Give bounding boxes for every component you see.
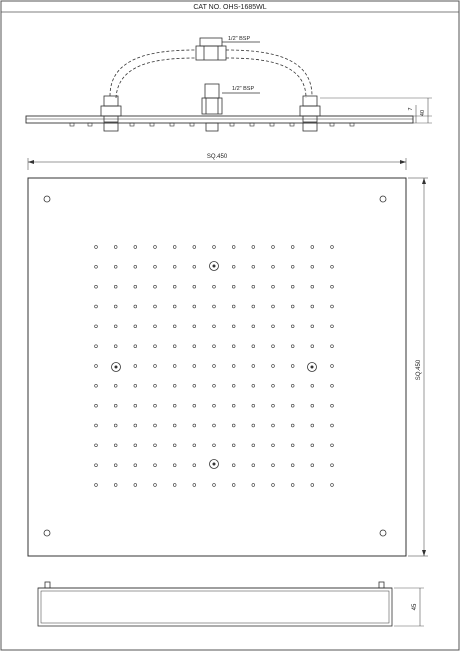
nozzle: [134, 444, 137, 447]
nozzle: [272, 384, 275, 387]
nozzle: [291, 444, 294, 447]
nozzle: [232, 464, 235, 467]
nozzle: [95, 384, 98, 387]
nozzle: [134, 246, 137, 249]
nozzle: [154, 464, 157, 467]
nozzle: [173, 404, 176, 407]
center-bracket: [206, 123, 218, 131]
nozzle: [213, 365, 216, 368]
nozzle: [252, 305, 255, 308]
nozzle: [311, 384, 314, 387]
nozzle: [272, 265, 275, 268]
side-view: [26, 36, 432, 131]
nozzle: [114, 305, 117, 308]
nozzle: [193, 404, 196, 407]
nozzle: [193, 345, 196, 348]
nozzle: [213, 484, 216, 487]
top-inlet-label: 1/2" BSP: [228, 36, 251, 42]
catalog-number: CAT NO. OHS-1685WL: [193, 4, 267, 11]
led-point-top: [210, 262, 219, 271]
nozzle: [114, 285, 117, 288]
nozzle: [154, 424, 157, 427]
nozzle: [252, 404, 255, 407]
nozzle: [252, 325, 255, 328]
nozzle: [173, 305, 176, 308]
height-dimension-label: SQ.450: [416, 359, 422, 381]
nozzle: [213, 424, 216, 427]
nozzle: [232, 246, 235, 249]
nozzle: [154, 325, 157, 328]
nozzle: [311, 345, 314, 348]
nozzle: [154, 246, 157, 249]
center-inlet-label: 1/2" BSP: [232, 86, 255, 92]
nozzle: [173, 464, 176, 467]
nozzle: [213, 246, 216, 249]
nozzle: [114, 404, 117, 407]
nozzle: [252, 345, 255, 348]
nozzle: [193, 265, 196, 268]
nozzle: [291, 265, 294, 268]
nozzle: [154, 444, 157, 447]
nozzle: [252, 484, 255, 487]
nozzle: [193, 384, 196, 387]
nozzle: [154, 345, 157, 348]
nozzle: [272, 484, 275, 487]
nozzle: [193, 484, 196, 487]
nozzle: [95, 484, 98, 487]
nozzle: [291, 384, 294, 387]
nozzle: [311, 404, 314, 407]
nozzle: [173, 246, 176, 249]
nozzle: [272, 325, 275, 328]
nozzle: [272, 464, 275, 467]
left-mount-tab: [45, 582, 50, 588]
nozzle: [311, 246, 314, 249]
nozzle: [95, 404, 98, 407]
outer-frame: [1, 1, 459, 650]
nozzle: [232, 444, 235, 447]
total-height-dim: 40: [420, 109, 426, 117]
nozzle: [311, 265, 314, 268]
nozzle: [154, 384, 157, 387]
nozzle: [213, 285, 216, 288]
nozzle: [193, 464, 196, 467]
nozzle: [154, 285, 157, 288]
nozzle: [173, 424, 176, 427]
nozzle: [95, 265, 98, 268]
nozzle-grid: [95, 246, 334, 487]
nozzle: [173, 484, 176, 487]
nozzle: [331, 484, 334, 487]
corner-screw-bl: [44, 530, 50, 536]
nozzle: [232, 365, 235, 368]
nozzle: [134, 345, 137, 348]
nozzle: [134, 424, 137, 427]
shower-plate-side: [26, 116, 413, 123]
nozzle: [232, 484, 235, 487]
nozzle: [252, 285, 255, 288]
led-point-right: [308, 363, 317, 372]
corner-screw-tl: [44, 196, 50, 202]
right-connector: [300, 96, 320, 122]
shower-plate-top: [28, 178, 406, 556]
nozzle: [252, 444, 255, 447]
nozzle: [114, 384, 117, 387]
nozzle: [95, 325, 98, 328]
nozzle: [331, 365, 334, 368]
nozzle: [291, 305, 294, 308]
nozzle: [193, 365, 196, 368]
nozzle: [331, 464, 334, 467]
nozzle: [311, 424, 314, 427]
left-bracket: [104, 123, 118, 131]
nozzle: [311, 444, 314, 447]
nozzle: [134, 265, 137, 268]
right-pipe-inner: [226, 58, 306, 98]
nozzle: [252, 384, 255, 387]
nozzle: [114, 464, 117, 467]
nozzle: [291, 325, 294, 328]
nozzle: [193, 285, 196, 288]
nozzle: [331, 424, 334, 427]
nozzle: [95, 365, 98, 368]
nozzle: [193, 444, 196, 447]
led-point-left: [112, 363, 121, 372]
nozzle: [173, 444, 176, 447]
nozzle: [95, 285, 98, 288]
nozzle: [252, 265, 255, 268]
nozzle: [232, 345, 235, 348]
nozzle: [272, 285, 275, 288]
nozzle: [291, 246, 294, 249]
nozzle: [193, 424, 196, 427]
nozzle: [272, 365, 275, 368]
nozzle: [331, 404, 334, 407]
nozzle: [311, 484, 314, 487]
nozzle: [173, 265, 176, 268]
nozzle: [272, 246, 275, 249]
nozzle: [134, 464, 137, 467]
nozzle: [114, 246, 117, 249]
nozzle: [311, 285, 314, 288]
nozzle: [232, 325, 235, 328]
nozzle: [95, 305, 98, 308]
nozzle: [95, 444, 98, 447]
housing-side: [38, 588, 392, 626]
width-dimension-label: SQ.450: [206, 154, 228, 160]
top-view: [28, 158, 428, 556]
nozzle: [173, 325, 176, 328]
nozzle: [311, 305, 314, 308]
nozzle: [232, 384, 235, 387]
nozzle: [114, 424, 117, 427]
nozzle: [134, 404, 137, 407]
nozzle: [272, 305, 275, 308]
nozzle: [154, 265, 157, 268]
nozzle: [291, 424, 294, 427]
nozzle: [134, 484, 137, 487]
nozzle: [95, 246, 98, 249]
nozzle: [193, 325, 196, 328]
nozzle: [311, 325, 314, 328]
nozzle: [95, 424, 98, 427]
title-bar: [1, 4, 459, 12]
nozzle: [173, 345, 176, 348]
nozzle: [134, 384, 137, 387]
nozzle: [252, 365, 255, 368]
plate-thickness-dim: 7: [408, 107, 414, 111]
nozzle: [232, 305, 235, 308]
nozzle: [331, 325, 334, 328]
nozzle: [173, 365, 176, 368]
nozzle: [95, 464, 98, 467]
nozzle: [331, 345, 334, 348]
nozzle: [272, 424, 275, 427]
front-view: [38, 582, 424, 626]
right-mount-tab: [379, 582, 384, 588]
nozzle: [114, 484, 117, 487]
nozzle: [331, 285, 334, 288]
nozzle: [252, 246, 255, 249]
nozzle: [272, 404, 275, 407]
nozzle: [114, 325, 117, 328]
nozzle: [213, 384, 216, 387]
led-point-bottom: [210, 460, 219, 469]
corner-screw-br: [380, 530, 386, 536]
nozzle: [134, 305, 137, 308]
nozzle: [311, 464, 314, 467]
nozzle: [193, 246, 196, 249]
nozzle: [114, 265, 117, 268]
nozzle: [272, 444, 275, 447]
right-bracket: [303, 123, 317, 131]
nozzle: [232, 424, 235, 427]
nozzle: [193, 305, 196, 308]
left-pipe: [110, 50, 196, 96]
nozzle: [114, 444, 117, 447]
nozzle: [134, 325, 137, 328]
nozzle: [232, 265, 235, 268]
nozzle: [134, 365, 137, 368]
nozzle: [134, 285, 137, 288]
nozzle: [95, 345, 98, 348]
left-pipe-inner: [116, 58, 196, 98]
nozzle: [331, 384, 334, 387]
left-connector: [101, 96, 121, 122]
nozzle: [252, 464, 255, 467]
nozzle: [291, 285, 294, 288]
nozzle: [331, 305, 334, 308]
nozzle: [213, 325, 216, 328]
nozzle: [232, 404, 235, 407]
nozzle: [154, 365, 157, 368]
nozzle: [154, 305, 157, 308]
nozzle: [331, 265, 334, 268]
corner-screw-tr: [380, 196, 386, 202]
nozzle: [252, 424, 255, 427]
nozzle: [213, 444, 216, 447]
nozzle: [331, 246, 334, 249]
nozzle: [173, 285, 176, 288]
nozzle: [291, 404, 294, 407]
depth-dimension-label: 45: [412, 603, 418, 611]
nozzle: [154, 484, 157, 487]
nozzle: [154, 404, 157, 407]
nozzle: [114, 345, 117, 348]
nozzle: [213, 305, 216, 308]
nozzle: [291, 464, 294, 467]
nozzle: [213, 404, 216, 407]
nozzle: [272, 345, 275, 348]
nozzle: [291, 365, 294, 368]
nozzle: [291, 484, 294, 487]
nozzle: [331, 444, 334, 447]
nozzle: [291, 345, 294, 348]
nozzle: [173, 384, 176, 387]
nozzle: [232, 285, 235, 288]
nozzle: [213, 345, 216, 348]
